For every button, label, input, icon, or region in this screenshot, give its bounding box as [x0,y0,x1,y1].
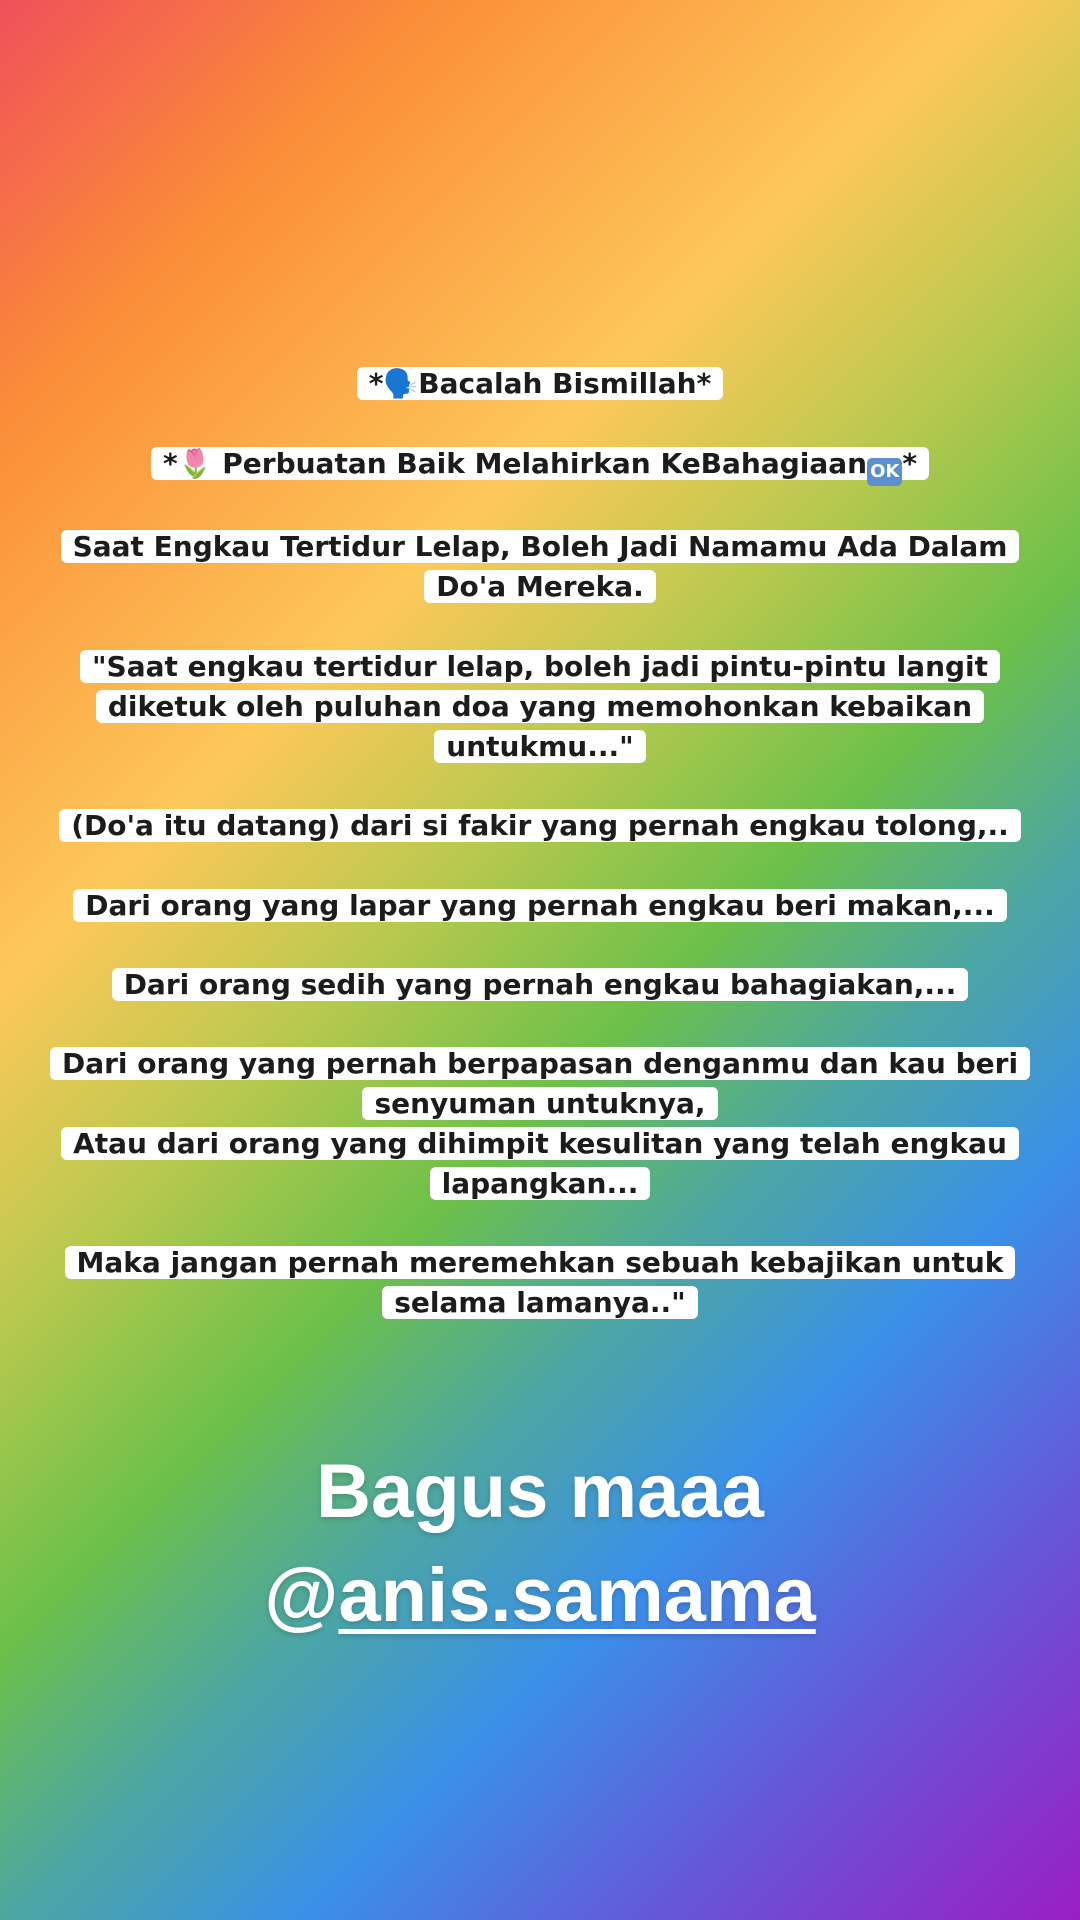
paragraph-5 [40,965,1040,1005]
paragraph-3 [40,806,1040,846]
mention-at-symbol: @ [264,1553,339,1638]
paragraph-text: Dari orang sedih yang pernah engkau bahagiakan,... [112,968,969,1001]
heading-perbuatan-baik-text: Perbuatan Baik Melahirkan KeBahagiaan [212,447,868,480]
paragraph-7 [40,1124,1040,1204]
ok-icon: OK [867,458,902,486]
heading-perbuatan-baik [40,444,1040,486]
paragraph-text: (Do'a itu datang) dari si fakir yang pernah engkau tolong,.. [59,809,1021,842]
caption-text: Bagus maaa [316,1449,764,1534]
mention-username: anis.samama [338,1553,816,1638]
paragraph-text: Dari orang yang pernah berpapasan denganmu dan kau beri senyuman untuknya, [50,1047,1030,1120]
heading-bismillah-text: Bacalah Bismillah* [418,367,712,400]
paragraph-2 [40,647,1040,767]
paragraph-text: Dari orang yang lapar yang pernah engkau beri makan,... [73,889,1006,922]
mention-link[interactable] [0,1546,1080,1646]
paragraph-8 [40,1243,1040,1323]
paragraph-4 [40,886,1040,926]
asterisk-text: * [902,447,918,480]
paragraph-text: Maka jangan pernah meremehkan sebuah kebajikan untuk selama lamanya.." [65,1246,1016,1319]
tulip-icon: 🌷 [177,447,213,480]
paragraph-text: "Saat engkau tertidur lelap, boleh jadi pintu-pintu langit diketuk oleh puluhan doa yang memohonkan kebaikan untukmu..." [80,650,1000,763]
paragraph-6 [40,1044,1040,1124]
asterisk-text: * [162,447,178,480]
paragraph-text: Saat Engkau Tertidur Lelap, Boleh Jadi Namamu Ada Dalam Do'a Mereka. [61,530,1020,603]
heading-bismillah [40,364,1040,404]
speaking-head-icon: 🗣️ [383,367,419,400]
paragraph-1 [40,527,1040,607]
asterisk-text: * [368,367,384,400]
paragraph-text: Atau dari orang yang dihimpit kesulitan yang telah engkau lapangkan... [61,1127,1019,1200]
